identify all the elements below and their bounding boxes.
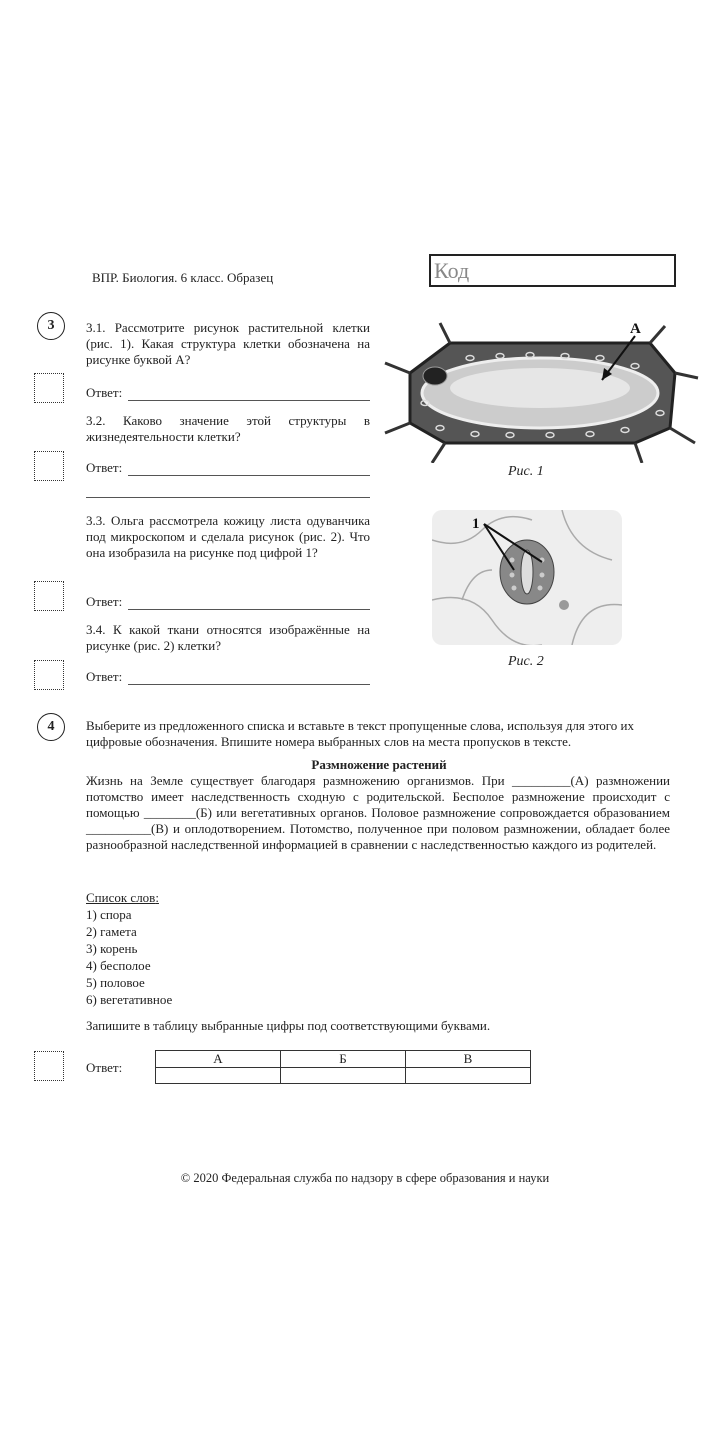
question-3-3: 3.3. Ольга рассмотрела кожицу листа одуванчика под микроскопом и сделала рисунок (рис. 2). Что она изобразила на рисунке под цифрой 1? bbox=[86, 513, 370, 560]
column-header-b: Б bbox=[281, 1051, 406, 1068]
answer-cell-v[interactable] bbox=[406, 1068, 531, 1084]
word-item: 5) половое bbox=[86, 975, 145, 990]
answer-label: Ответ: bbox=[86, 669, 123, 684]
task4-instruction: Выберите из предложенного списка и вставьте в текст пропущенные слова, используя для этого их цифровые обозначения. Впишите номера выбранных слов на места пропусков в тексте. bbox=[86, 718, 634, 749]
word-item: 1) спора bbox=[86, 907, 132, 922]
question-3-4: 3.4. К какой ткани относятся изображённые на рисунке (рис. 2) клетки? bbox=[86, 622, 370, 653]
score-box[interactable] bbox=[34, 451, 64, 481]
score-box[interactable] bbox=[34, 373, 64, 403]
answer-cell-b[interactable] bbox=[281, 1068, 406, 1084]
document-header: ВПР. Биология. 6 класс. Образец bbox=[92, 270, 274, 285]
task-number-3: 3 bbox=[37, 312, 65, 340]
footer-copyright: © 2020 Федеральная служба по надзору в сфере образования и науки bbox=[180, 1171, 550, 1185]
answer-extra-line[interactable] bbox=[86, 497, 370, 498]
score-box[interactable] bbox=[34, 581, 64, 611]
answer-cell-a[interactable] bbox=[156, 1068, 281, 1084]
answer-3-2[interactable] bbox=[86, 460, 370, 476]
answer-3-3[interactable] bbox=[86, 594, 370, 610]
plant-cell-figure bbox=[380, 318, 700, 463]
answer-3-4[interactable] bbox=[86, 669, 370, 685]
question-3-2: 3.2. Каково значение этой структуры в жизнедеятельности клетки? bbox=[86, 413, 370, 444]
leaf-epidermis-figure bbox=[432, 510, 622, 645]
column-header-v: В bbox=[406, 1051, 531, 1068]
answer-label: Ответ: bbox=[86, 1060, 123, 1075]
answer-label: Ответ: bbox=[86, 594, 123, 609]
answer-table bbox=[155, 1050, 531, 1084]
word-list bbox=[86, 906, 172, 1008]
word-item: 6) вегетативное bbox=[86, 992, 173, 1007]
answer-label: Ответ: bbox=[86, 460, 123, 475]
answer-label: Ответ: bbox=[86, 385, 123, 400]
fig2-caption: Рис. 2 bbox=[508, 654, 544, 669]
question-3-1: 3.1. Рассмотрите рисунок растительной клетки (рис. 1). Какая структура клетки обозначена на рисунке буквой А? bbox=[86, 320, 370, 367]
column-header-a: А bbox=[156, 1051, 281, 1068]
word-item: 4) бесполое bbox=[86, 958, 151, 973]
task-number-4: 4 bbox=[37, 713, 65, 741]
task4-text: Жизнь на Земле существует благодаря размножению организмов. При _________(А) размножении потомство имеет наследственность сходную с родительской. Бесполое размножение происходит с помощью ________(Б) или вегетативных органов. Половое размножение сопровождается образованием __________(В) и оплодотворением. Потомство, полученное при половом размножении, обладает более разнообразной наследственной информацией в сравнении с наследственностью каждого из родителей. bbox=[86, 773, 670, 852]
word-item: 3) корень bbox=[86, 941, 138, 956]
text-title: Размножение растений bbox=[311, 757, 447, 772]
code-field[interactable] bbox=[429, 254, 676, 287]
code-label: Код bbox=[434, 258, 470, 283]
word-list-title: Список слов: bbox=[86, 890, 159, 905]
table-instruction: Запишите в таблицу выбранные цифры под соответствующими буквами. bbox=[86, 1018, 491, 1033]
fig2-label-1: 1 bbox=[472, 516, 480, 532]
word-item: 2) гамета bbox=[86, 924, 137, 939]
score-box[interactable] bbox=[34, 660, 64, 690]
fig1-caption: Рис. 1 bbox=[508, 464, 544, 479]
answer-3-1[interactable] bbox=[86, 385, 370, 401]
fig1-label-a: А bbox=[630, 321, 641, 337]
score-box[interactable] bbox=[34, 1051, 64, 1081]
